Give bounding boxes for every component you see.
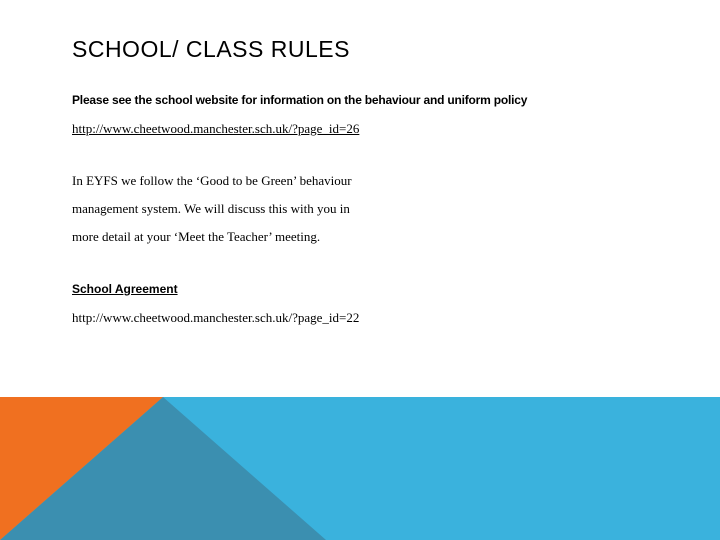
agreement-heading: School Agreement — [72, 282, 178, 296]
footer-graphic — [0, 397, 720, 540]
eyfs-line-2: management system. We will discuss this with you in — [72, 201, 350, 216]
slide-title: SCHOOL/ CLASS RULES — [72, 36, 350, 62]
agreement-link[interactable]: http://www.cheetwood.manchester.sch.uk/?page_id=22 — [72, 310, 360, 325]
eyfs-line-1: In EYFS we follow the ‘Good to be Green’ behaviour — [72, 173, 352, 188]
eyfs-line-3: more detail at your ‘Meet the Teacher’ meeting. — [72, 229, 321, 244]
policy-link[interactable]: http://www.cheetwood.manchester.sch.uk/?page_id=26 — [72, 121, 360, 136]
policy-note: Please see the school website for information on the behaviour and uniform policy — [72, 93, 528, 107]
